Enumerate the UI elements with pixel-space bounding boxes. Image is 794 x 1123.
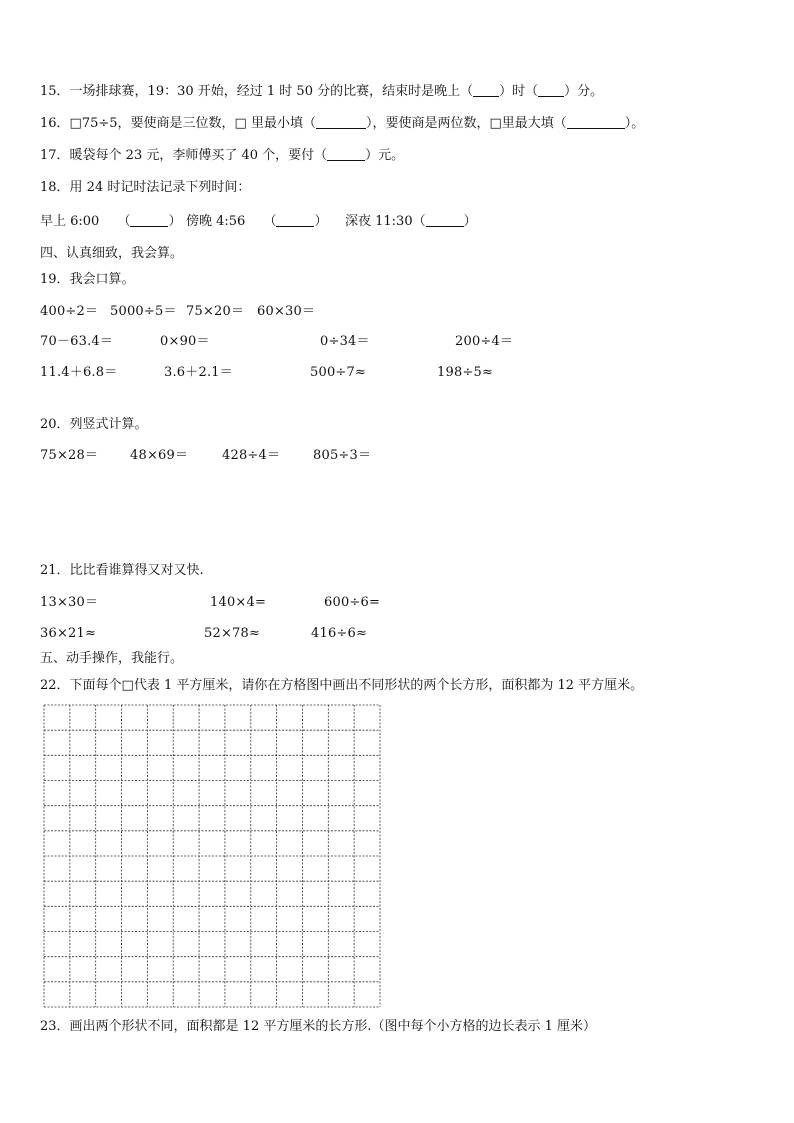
q18-open: （ xyxy=(117,214,131,229)
question-15 xyxy=(40,84,603,100)
q19-expr: 70－63.4＝ xyxy=(40,334,114,349)
q18-item-morning xyxy=(40,214,182,230)
question-21-title: 21．比比看谁算得又对又快. xyxy=(40,563,204,578)
section-4-title: 四、认真细致，我会算。 xyxy=(40,246,184,261)
q18-open: （ xyxy=(263,214,277,229)
q19-expr: 60×30＝ xyxy=(257,304,316,319)
q20-expr: 48×69＝ xyxy=(130,448,189,463)
q18-item-label: 早上 6:00 xyxy=(40,214,100,229)
q18-blank-evening[interactable] xyxy=(276,214,314,227)
q18-item-label: 傍晚 4:56 xyxy=(186,214,246,229)
q20-expr: 75×28＝ xyxy=(40,448,99,463)
q18-blank-night[interactable] xyxy=(426,214,464,227)
q19-expr: 0×90＝ xyxy=(160,334,210,349)
q16-mid: ），要使商是两位数，□里最大填（ xyxy=(365,116,567,131)
q17-blank[interactable] xyxy=(327,148,365,161)
q19-expr: 500÷7≈ xyxy=(310,365,367,380)
q21-expr: 36×21≈ xyxy=(40,626,97,641)
square-grid[interactable] xyxy=(43,704,381,1008)
q18-item-label: 深夜 11:30 xyxy=(345,214,413,229)
q19-expr: 0÷34＝ xyxy=(320,334,370,349)
q21-expr: 140×4= xyxy=(210,595,267,610)
q18-blank-morning[interactable] xyxy=(130,214,168,227)
q16-tail: ）。 xyxy=(624,116,645,131)
question-22-title: 22．下面每个□代表 1 平方厘米，请你在方格图中画出不同形状的两个长方形，面积都为 12 平方厘米。 xyxy=(40,678,644,693)
q18-item-evening xyxy=(186,214,328,230)
q16-lead: 16．□75÷5，要使商是三位数，□ 里最小填（ xyxy=(40,116,316,131)
q20-expr: 428÷4＝ xyxy=(222,448,281,463)
question-18-title: 18．用 24 时记时法记录下列时间： xyxy=(40,180,251,195)
q16-blank-min[interactable] xyxy=(316,116,366,129)
q19-expr: 5000÷5＝ xyxy=(110,304,177,319)
question-17 xyxy=(40,148,404,164)
q19-expr: 75×20＝ xyxy=(186,304,245,319)
section-5-title: 五、动手操作，我能行。 xyxy=(40,651,184,666)
q18-item-night xyxy=(345,214,477,230)
q18-close: ） xyxy=(314,214,328,229)
q16-blank-max[interactable] xyxy=(567,116,625,129)
q21-expr: 416÷6≈ xyxy=(311,626,368,641)
q21-expr: 600÷6= xyxy=(324,595,381,610)
q17-tail: ）元。 xyxy=(365,148,405,163)
q19-expr: 200÷4＝ xyxy=(455,334,514,349)
q17-lead: 17．暖袋每个 23 元，李师傅买了 40 个，要付（ xyxy=(40,148,328,163)
q18-close: ） xyxy=(168,214,182,229)
q18-close: ） xyxy=(463,214,477,229)
q19-expr: 11.4＋6.8＝ xyxy=(40,365,118,380)
question-19-title: 19．我会口算。 xyxy=(40,272,135,287)
q19-expr: 3.6＋2.1＝ xyxy=(164,365,233,380)
q19-expr: 198÷5≈ xyxy=(437,365,494,380)
q15-blank-minute[interactable] xyxy=(538,84,564,97)
q20-expr: 805÷3＝ xyxy=(313,448,372,463)
q19-expr: 400÷2＝ xyxy=(40,304,99,319)
q15-mid: ）时（ xyxy=(499,84,539,99)
q21-expr: 13×30＝ xyxy=(40,595,99,610)
question-20-title: 20．列竖式计算。 xyxy=(40,417,148,432)
question-16 xyxy=(40,116,644,132)
q15-tail: ）分。 xyxy=(564,84,604,99)
q15-lead: 15．一场排球赛，19：30 开始，经过 1 时 50 分的比赛，结束时是晚上（ xyxy=(40,84,474,99)
q18-open: （ xyxy=(412,214,426,229)
q21-expr: 52×78≈ xyxy=(204,626,261,641)
q15-blank-hour[interactable] xyxy=(473,84,499,97)
question-23-title: 23．画出两个形状不同，面积都是 12 平方厘米的长方形.（图中每个小方格的边长表示 1 厘米） xyxy=(40,1019,597,1034)
